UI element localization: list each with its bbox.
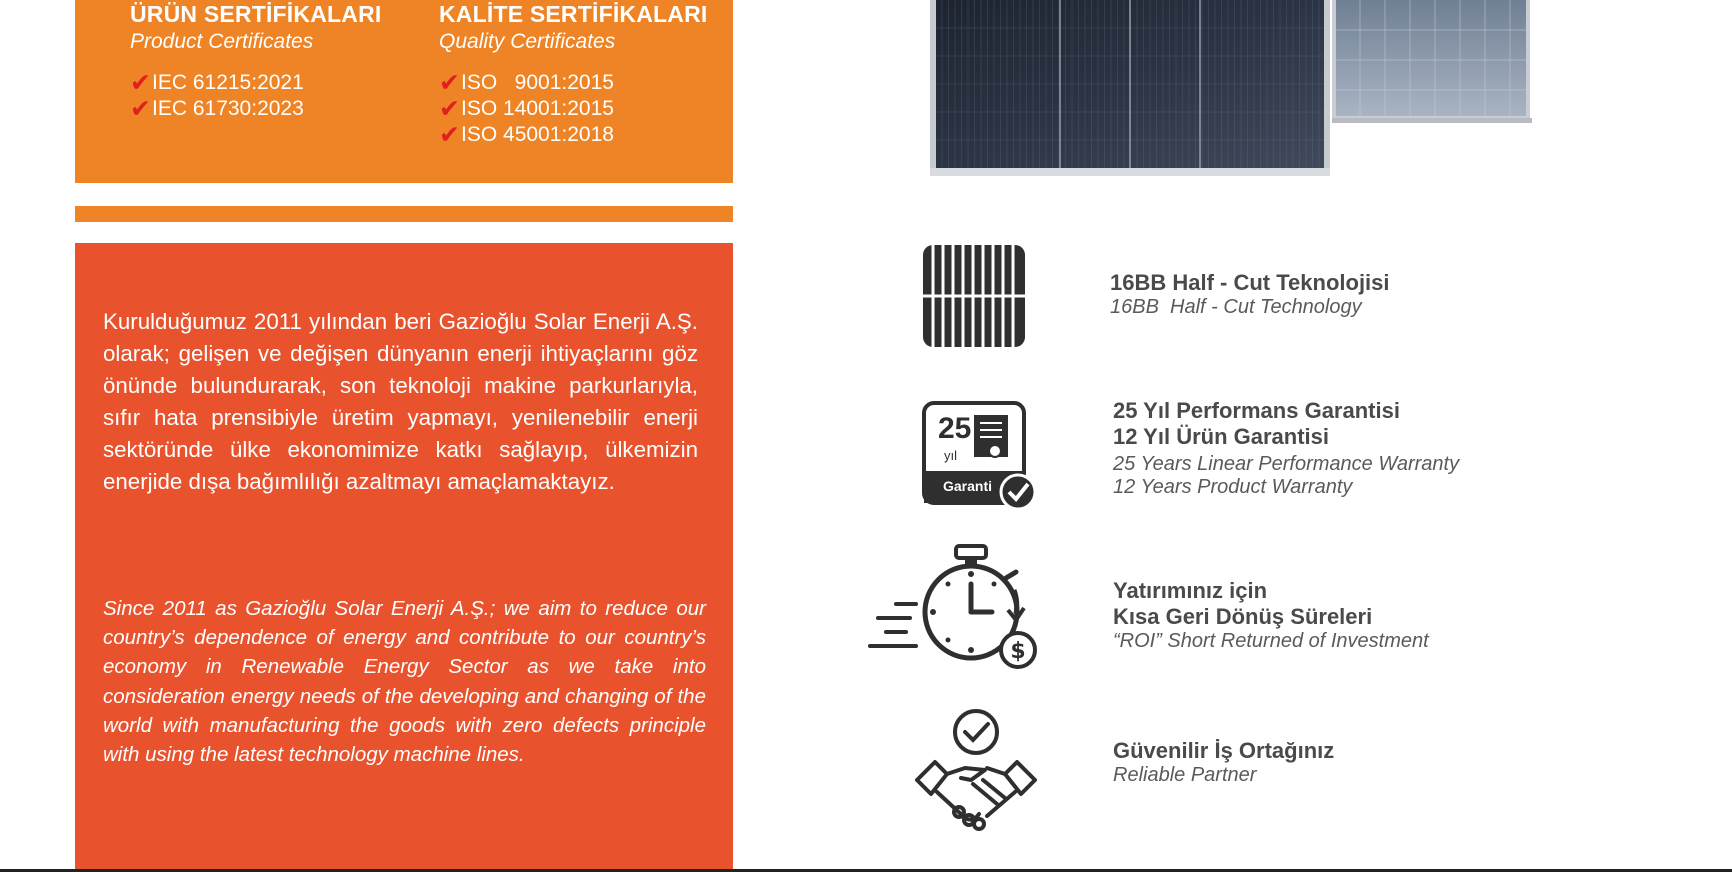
checkmark-icon: ✔ bbox=[439, 95, 460, 123]
checkmark-icon: ✔ bbox=[439, 69, 460, 97]
partner-title: Güvenilir İş Ortağınız bbox=[1113, 738, 1335, 763]
solar-panel-large-image bbox=[930, 0, 1330, 180]
badge-label: Garanti bbox=[943, 478, 993, 494]
product-certificates bbox=[130, 0, 381, 122]
about-text-en: Since 2011 as Gazioğlu Solar Enerji A.Ş.; we aim to reduce our country’s dependence of energy and contribute to our country’s economy in Renewable Energy Sector as we take into consideration energy needs of the developing and changing of the world with manufacturing the goods with zero defects principle with using the latest technology machine lines. bbox=[103, 597, 706, 767]
quality-cert-title: KALİTE SERTİFİKALARI bbox=[439, 1, 708, 27]
quality-cert-item: ✔ ISO 45001:2018 bbox=[439, 121, 614, 149]
partner-subtitle: Reliable Partner bbox=[1113, 764, 1257, 786]
quality-cert-item: ✔ ISO 14001:2015 bbox=[439, 95, 614, 123]
roi-subtitle: “ROI” Short Returned of Investment bbox=[1113, 630, 1429, 652]
badge-number: 25 bbox=[938, 412, 972, 445]
warranty-subtitle-1: 25 Years Linear Performance Warranty bbox=[1113, 453, 1460, 475]
halfcut-title: 16BB Half - Cut Teknolojisi bbox=[1110, 270, 1390, 295]
product-cert-item: ✔ IEC 61730:2023 bbox=[130, 95, 304, 123]
feature-warranty bbox=[1113, 398, 1459, 499]
feature-halfcut bbox=[1110, 270, 1390, 319]
quality-cert-item: ✔ ISO 9001:2015 bbox=[439, 69, 614, 97]
product-cert-subtitle: Product Certificates bbox=[130, 30, 314, 53]
checkmark-icon: ✔ bbox=[439, 121, 460, 149]
divider-bar bbox=[75, 206, 733, 222]
checkmark-icon: ✔ bbox=[130, 69, 151, 97]
warranty-title-1: 25 Yıl Performans Garantisi bbox=[1113, 398, 1400, 423]
quality-certificates bbox=[439, 0, 708, 148]
handshake-icon bbox=[913, 708, 1039, 832]
about-section bbox=[75, 243, 733, 872]
roi-title-2: Kısa Geri Dönüş Süreleri bbox=[1113, 604, 1373, 629]
warranty-title-2: 12 Yıl Ürün Garantisi bbox=[1113, 424, 1330, 449]
half-cut-cell-icon bbox=[923, 245, 1025, 347]
halfcut-subtitle: 16BB Half - Cut Technology bbox=[1110, 296, 1362, 318]
warranty-subtitle-2: 12 Years Product Warranty bbox=[1113, 476, 1353, 498]
quality-cert-subtitle: Quality Certificates bbox=[439, 30, 616, 53]
solar-panel-small-image bbox=[1330, 0, 1535, 127]
product-cert-title: ÜRÜN SERTİFİKALARI bbox=[130, 1, 382, 27]
about-text-tr: Kurulduğumuz 2011 yılından beri Gazioğlu Solar Enerji A.Ş. olarak; gelişen ve değişen dünyanın enerji ihtiyaçlarını göz önünde bulundurarak, son teknoloji makine parkurlarıyla, sıfır hata prensibiyle üretim yapmayı, yenilenebilir enerji sektöründe ülke ekonomimize katkı sağlayıp, ülkemizin enerjide dışa bağımlılığı azaltmayı amaçlamaktayız. bbox=[103, 309, 698, 494]
warranty-badge-icon bbox=[922, 401, 1038, 513]
product-cert-item: ✔ IEC 61215:2021 bbox=[130, 69, 304, 97]
feature-roi bbox=[1113, 578, 1429, 653]
svg-text:$: $ bbox=[1010, 639, 1026, 664]
checkmark-icon: ✔ bbox=[130, 95, 151, 123]
roi-title-1: Yatırımınız için bbox=[1113, 578, 1268, 603]
badge-unit: yıl bbox=[944, 448, 957, 463]
stopwatch-icon bbox=[866, 544, 1038, 672]
certificates-section bbox=[75, 0, 733, 183]
feature-partner bbox=[1113, 738, 1334, 787]
